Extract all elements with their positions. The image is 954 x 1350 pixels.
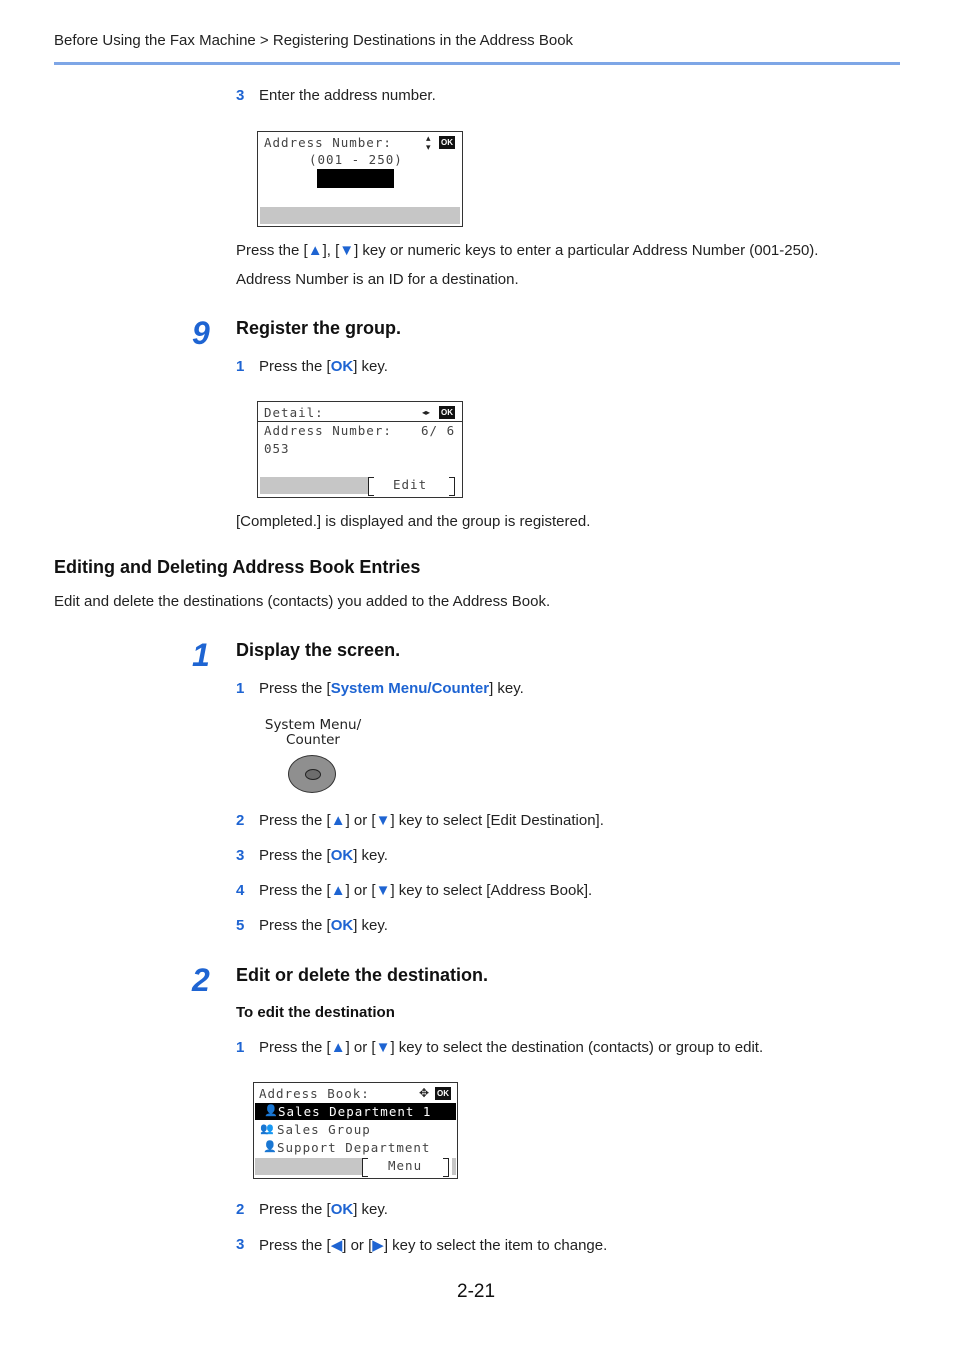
step-heading: Register the group. — [236, 318, 402, 338]
step-number: 3 — [236, 1236, 245, 1253]
system-menu-key-ref: System Menu/Counter — [330, 680, 490, 697]
header-rule — [54, 62, 900, 65]
step-number: 1 — [236, 358, 245, 375]
lcd-title: Address Book: — [259, 1086, 370, 1101]
step-heading: Display the screen. — [236, 640, 401, 660]
completion-note: [Completed.] is displayed and the group is registered. — [236, 513, 591, 530]
ok-key-ref: OK — [330, 917, 354, 934]
lcd-range: (001 - 250) — [309, 152, 403, 167]
lcd-softkey-bar — [260, 207, 460, 224]
step-number: 5 — [236, 917, 245, 934]
left-key-icon: ◀ — [330, 1237, 343, 1254]
sub-heading: To edit the destination — [236, 1004, 395, 1021]
major-step-number: 9 — [192, 315, 210, 351]
softkey-bracket — [443, 1158, 449, 1177]
up-key-icon: ▲ — [307, 242, 323, 259]
lcd-title: Detail: — [264, 405, 324, 420]
down-key-icon: ▼ — [339, 242, 355, 259]
lcd-page-indicator: 6/ 6 — [421, 423, 456, 438]
lcd-list-item[interactable]: Sales Group — [277, 1122, 371, 1137]
major-step-number: 2 — [192, 962, 210, 998]
up-key-icon: ▲ — [330, 812, 346, 829]
step-text: Press the [▲] or [▼] key to select the destination (contacts) or group to edit. — [259, 1039, 764, 1056]
softkey-edit[interactable]: Edit — [393, 477, 428, 492]
system-menu-key-label: System Menu/ Counter — [264, 717, 362, 748]
down-key-icon: ▼ — [375, 882, 391, 899]
step-number: 4 — [236, 882, 245, 899]
lcd-softkey-bar — [260, 477, 368, 494]
ok-key-ref: OK — [330, 358, 354, 375]
step-number: 2 — [236, 1201, 245, 1218]
lcd-address-number — [257, 131, 463, 227]
address-number-note: Address Number is an ID for a destination. — [236, 271, 519, 288]
page-number: 2-21 — [457, 1281, 496, 1302]
contact-icon: 👤 — [264, 1104, 278, 1117]
step-number: 1 — [236, 680, 245, 697]
lcd-list-item-selected[interactable] — [255, 1103, 456, 1120]
step-text: Press the [▲] or [▼] key to select [Address Book]. — [259, 882, 593, 899]
step-number: 1 — [236, 1039, 245, 1056]
step-text: Press the [OK] key. — [259, 1201, 388, 1218]
lcd-softkey-bar — [452, 1158, 456, 1175]
ok-icon: OK — [437, 1089, 449, 1098]
step-text: Press the [▲] or [▼] key to select [Edit Destination]. — [259, 812, 604, 829]
four-way-icon: ✥ — [419, 1086, 430, 1100]
softkey-bracket — [368, 477, 374, 496]
contact-icon: 👤 — [263, 1140, 277, 1153]
down-key-icon: ▼ — [375, 812, 391, 829]
section-intro: Edit and delete the destinations (contacts) you added to the Address Book. — [54, 593, 551, 610]
step-heading: Edit or delete the destination. — [236, 965, 489, 985]
lcd-detail — [257, 401, 463, 498]
ok-icon: OK — [441, 408, 453, 417]
breadcrumb: Before Using the Fax Machine > Registering Destinations in the Address Book — [54, 32, 574, 49]
lcd-list-item[interactable]: Support Department — [277, 1140, 431, 1155]
down-key-icon: ▼ — [375, 1039, 391, 1056]
group-icon: 👥 — [260, 1122, 274, 1135]
step-text: Enter the address number. — [259, 87, 436, 104]
up-key-icon: ▲ — [330, 882, 346, 899]
step-text: Press the [◀] or [▶] key to select the item to change. — [259, 1237, 608, 1254]
up-key-icon: ▲ — [330, 1039, 346, 1056]
softkey-bracket — [449, 477, 455, 496]
step-text: Press the [OK] key. — [259, 917, 388, 934]
major-step-number: 1 — [192, 637, 210, 673]
softkey-menu[interactable]: Menu — [388, 1158, 423, 1173]
lcd-field-value: 053 — [264, 441, 290, 456]
right-key-icon: ▶ — [372, 1237, 384, 1254]
step-number: 2 — [236, 812, 245, 829]
section-heading: Editing and Deleting Address Book Entries — [54, 557, 421, 577]
list-item-label: Sales Department 1 — [278, 1104, 432, 1119]
lcd-field-label: Address Number: — [264, 423, 392, 438]
step-text: Press the [OK] key. — [259, 358, 388, 375]
up-down-icon: ▴ ▾ — [426, 134, 431, 153]
lcd-softkey-bar — [255, 1158, 362, 1175]
ok-key-ref: OK — [330, 847, 354, 864]
lcd-divider — [258, 421, 462, 422]
ok-key-ref: OK — [330, 1201, 354, 1218]
system-menu-counter-key[interactable] — [288, 755, 336, 793]
step-number: 3 — [236, 87, 245, 104]
step-number: 3 — [236, 847, 245, 864]
step-text: Press the [OK] key. — [259, 847, 388, 864]
step-text: Press the [System Menu/Counter] key. — [259, 680, 524, 697]
ok-icon: OK — [441, 138, 453, 147]
lcd-value-field — [317, 169, 394, 205]
lcd-title: Address Number: — [264, 135, 392, 150]
softkey-bracket — [362, 1158, 368, 1177]
lcd-address-book — [253, 1082, 458, 1179]
key-indicator-icon — [305, 769, 321, 780]
left-right-icon: ◂▸ — [422, 408, 431, 417]
address-number-instruction: Press the [▲], [▼] key or numeric keys to enter a particular Address Number (001-250). — [236, 242, 819, 259]
lcd-value: 053 — [360, 190, 386, 205]
